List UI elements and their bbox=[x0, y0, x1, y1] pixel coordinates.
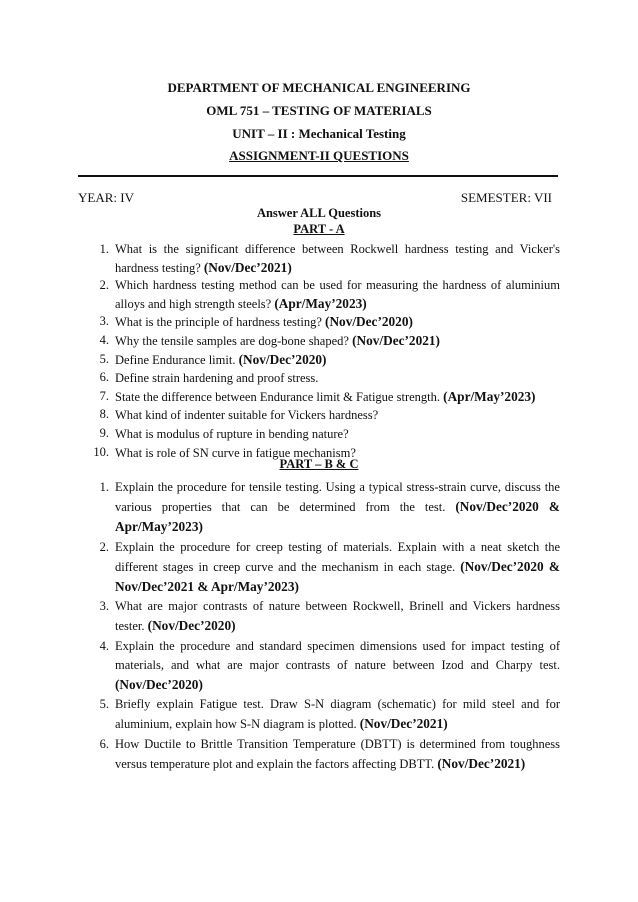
semester-label: SEMESTER: VII bbox=[460, 190, 552, 205]
question-item bbox=[99, 425, 560, 444]
exam-session-reference: (Nov/Dec’2020) bbox=[147, 618, 236, 634]
exam-session-reference: (Nov/Dec’2021) bbox=[203, 259, 292, 275]
question-number: 5. bbox=[99, 351, 109, 366]
part-bc-question-list bbox=[99, 478, 561, 774]
question-text: What are major contrasts of nature between Rockwell, Brinell and Vickers hardness tester. bbox=[115, 599, 560, 634]
exam-session-reference: (Nov/Dec’2020 & Nov/Dec’2021 & Apr/May’2023) bbox=[115, 558, 560, 595]
question-text: Explain the procedure for creep testing of materials. Explain with a neat sketch the different stages in creep curve and the mechanism in each stage. bbox=[115, 539, 560, 574]
exam-session-reference: (Nov/Dec’2021) bbox=[352, 332, 440, 348]
exam-session-reference: (Apr/May’2023) bbox=[443, 388, 536, 404]
exam-session-reference: (Nov/Dec’2021) bbox=[359, 716, 448, 732]
question-item bbox=[99, 241, 560, 277]
question-text: Explain the procedure for tensile testing. Using a typical stress-strain curve, discuss the various properties that can be determined from the test. bbox=[115, 480, 560, 515]
exam-session-reference: (Nov/Dec’2021) bbox=[437, 755, 526, 771]
header-divider bbox=[78, 175, 558, 177]
question-text: Which hardness testing method can be used for measuring the hardness of aluminium alloys and high strength steels? bbox=[115, 278, 560, 311]
question-text: Explain the procedure and standard specimen dimensions used for impact testing of materials, and what are major contrasts of nature between Izod and Charpy test. bbox=[115, 638, 560, 672]
question-item bbox=[99, 313, 560, 332]
department-heading: DEPARTMENT OF MECHANICAL ENGINEERING bbox=[167, 80, 471, 95]
question-number: 6. bbox=[99, 370, 109, 385]
question-number: 8. bbox=[99, 407, 109, 422]
exam-session-reference: (Nov/Dec’2020 & Apr/May’2023) bbox=[115, 499, 561, 535]
question-item bbox=[99, 277, 560, 313]
part-bc-title: PART – B & C bbox=[279, 457, 359, 471]
question-text: What kind of indenter suitable for Vickers hardness? bbox=[115, 408, 379, 423]
question-item bbox=[99, 388, 560, 407]
question-number: 6. bbox=[99, 736, 109, 751]
instruction-text: Answer ALL Questions bbox=[256, 206, 382, 220]
question-number: 1. bbox=[99, 242, 109, 256]
question-number: 2. bbox=[99, 539, 109, 554]
question-text: What is the principle of hardness testing? bbox=[115, 315, 322, 330]
question-text: Define Endurance limit. bbox=[115, 352, 236, 367]
question-item bbox=[99, 332, 560, 351]
question-number: 4. bbox=[99, 332, 109, 347]
question-number: 5. bbox=[99, 697, 109, 712]
question-item bbox=[99, 735, 560, 774]
question-item bbox=[99, 369, 560, 388]
question-item bbox=[99, 478, 561, 538]
question-number: 3. bbox=[99, 314, 109, 329]
exam-session-reference: (Apr/May’2023) bbox=[274, 295, 367, 311]
question-number: 1. bbox=[99, 480, 109, 494]
question-text: What is role of SN curve in fatigue mechanism? bbox=[115, 445, 356, 460]
question-text: Why the tensile samples are dog-bone shaped? bbox=[115, 333, 349, 348]
question-text: Briefly explain Fatigue test. Draw S-N diagram (schematic) for mild steel and for aluminium, explain how S-N diagram is plotted. bbox=[115, 697, 560, 732]
question-text: What is modulus of rupture in bending nature? bbox=[115, 426, 349, 441]
question-item bbox=[99, 695, 560, 734]
question-text: How Ductile to Brittle Transition Temperature (DBTT) is determined from toughness versus temperature plot and explain the factors affecting DBTT. bbox=[115, 736, 560, 771]
question-text: State the difference between Endurance limit & Fatigue strength. bbox=[115, 389, 441, 404]
question-number: 4. bbox=[99, 638, 109, 653]
course-heading: OML 751 – TESTING OF MATERIALS bbox=[206, 103, 432, 118]
question-item bbox=[99, 637, 560, 696]
exam-session-reference: (Nov/Dec’2020) bbox=[115, 677, 203, 693]
question-number: 9. bbox=[99, 425, 109, 440]
question-item bbox=[99, 538, 560, 598]
question-text: What is the significant difference between Rockwell hardness testing and Vicker's hardness testing? bbox=[115, 242, 560, 275]
question-text: Define strain hardening and proof stress. bbox=[115, 371, 319, 386]
year-label: YEAR: IV bbox=[78, 190, 134, 205]
part-a-question-list bbox=[93, 241, 560, 462]
assignment-heading: ASSIGNMENT-II QUESTIONS bbox=[229, 148, 409, 163]
exam-session-reference: (Nov/Dec’2020) bbox=[325, 314, 413, 330]
question-item bbox=[99, 597, 560, 636]
question-item bbox=[99, 351, 560, 370]
part-a-title: PART - A bbox=[293, 222, 345, 236]
exam-session-reference: (Nov/Dec’2020) bbox=[238, 351, 327, 367]
question-number: 10. bbox=[93, 444, 109, 459]
question-number: 7. bbox=[99, 388, 109, 403]
question-item bbox=[99, 406, 560, 425]
question-number: 2. bbox=[99, 278, 109, 293]
question-number: 3. bbox=[99, 599, 109, 614]
unit-heading: UNIT – II : Mechanical Testing bbox=[232, 126, 406, 141]
